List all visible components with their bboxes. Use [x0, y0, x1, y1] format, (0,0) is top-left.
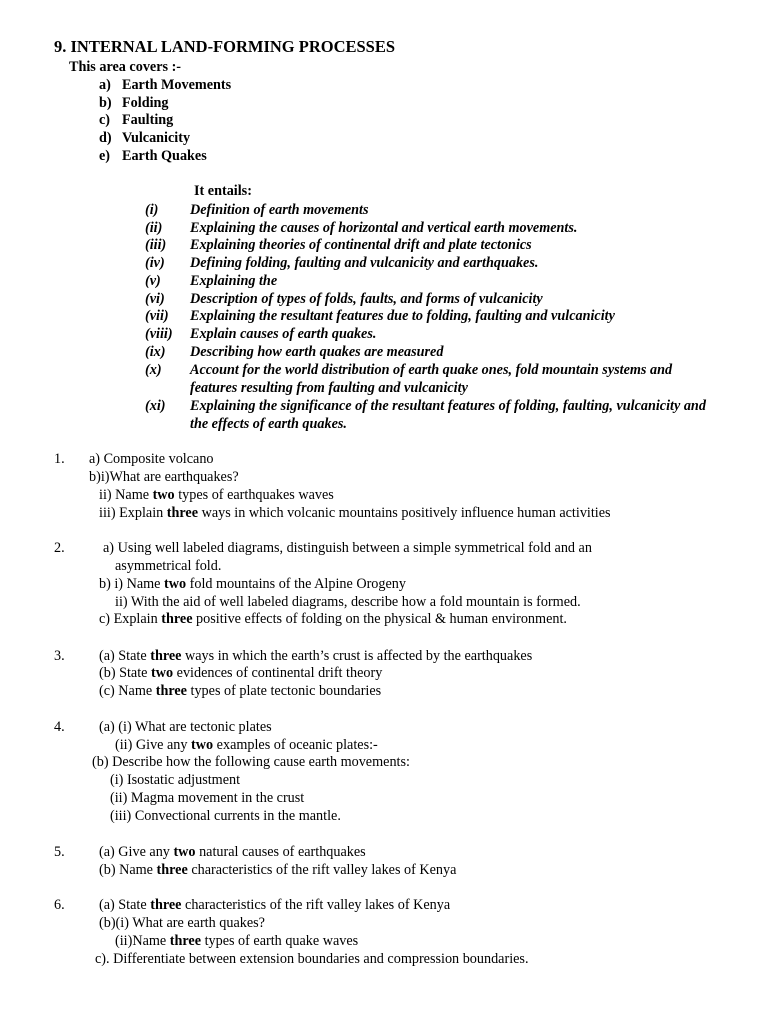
emphasis-text: two: [151, 665, 174, 681]
entails-item: Explaining the: [190, 273, 278, 289]
question-line: [110, 772, 240, 790]
question-line: [99, 683, 381, 701]
question-number: 6.: [54, 897, 65, 913]
covers-item: Vulcanicity: [122, 130, 191, 146]
question-text: (b)(i) What are earth quakes?: [99, 915, 265, 931]
question-text: ii) With the aid of well labeled diagrams, describe how a fold mountain is formed.: [115, 594, 581, 610]
question-text: characteristics of the rift valley lakes of Kenya: [187, 862, 457, 878]
question-line: [103, 540, 592, 558]
question-text: characteristics of the rift valley lakes of Kenya: [181, 897, 451, 913]
emphasis-text: two: [152, 487, 175, 503]
entails-item: Explaining theories of continental drift and plate tectonics: [190, 237, 532, 253]
question-line: [99, 648, 532, 666]
question-text: types of earth quake waves: [201, 933, 359, 949]
entails-item: Explain causes of earth quakes.: [190, 326, 377, 342]
covers-intro: This area covers :-: [69, 59, 182, 75]
question-line: [99, 844, 366, 862]
entails-marker: (iv): [145, 255, 165, 271]
question-line: [89, 469, 239, 487]
question-text: (b) State: [99, 665, 152, 681]
entails-item: Definition of earth movements: [190, 202, 369, 218]
question-text: asymmetrical fold.: [115, 558, 222, 574]
question-text: natural causes of earthquakes: [195, 844, 366, 860]
question-line: [110, 790, 304, 808]
entails-item: Defining folding, faulting and vulcanicity and earthquakes.: [190, 255, 539, 271]
covers-marker: a): [99, 77, 111, 93]
question-text: ways in which the earth’s crust is affected by the earthquakes: [181, 648, 533, 664]
emphasis-text: three: [150, 897, 182, 913]
question-text: evidences of continental drift theory: [173, 665, 383, 681]
entails-item: Description of types of folds, faults, and forms of vulcanicity: [190, 291, 543, 307]
emphasis-text: three: [156, 862, 188, 878]
question-text: (b) Describe how the following cause earth movements:: [92, 754, 410, 770]
question-text: (a) (i) What are tectonic plates: [99, 719, 272, 735]
question-line: [89, 451, 214, 469]
question-line: [99, 915, 265, 933]
covers-marker: e): [99, 148, 111, 164]
covers-marker: b): [99, 95, 112, 111]
question-number: 2.: [54, 540, 65, 556]
entails-marker: (viii): [145, 326, 173, 342]
emphasis-text: three: [150, 648, 182, 664]
page-title: 9. INTERNAL LAND-FORMING PROCESSES: [54, 37, 396, 56]
question-text: (iii) Convectional currents in the mantle.: [110, 808, 341, 824]
question-text: examples of oceanic plates:-: [213, 737, 378, 753]
question-line: [99, 719, 272, 737]
entails-marker: (ix): [145, 344, 166, 360]
question-line: [99, 862, 456, 880]
question-line: [99, 665, 382, 683]
question-line: [99, 487, 334, 505]
question-text: c) Explain: [99, 611, 162, 627]
question-text: iii) Explain: [99, 505, 167, 521]
question-line: [99, 505, 611, 523]
question-text: (ii) Give any: [115, 737, 192, 753]
question-number: 3.: [54, 648, 65, 664]
entails-item: Explaining the resultant features due to folding, faulting and vulcanicity: [190, 308, 615, 324]
question-text: (a) Give any: [99, 844, 174, 860]
question-text: c). Differentiate between extension boundaries and compression boundaries.: [95, 951, 529, 967]
question-text: ways in which volcanic mountains positively influence human activities: [198, 505, 611, 521]
entails-marker: (i): [145, 202, 159, 218]
emphasis-text: three: [161, 611, 193, 627]
covers-item: Faulting: [122, 112, 174, 128]
question-text: (a) State: [99, 897, 151, 913]
question-text: (i) Isostatic adjustment: [110, 772, 241, 788]
entails-marker: (ii): [145, 220, 163, 236]
question-line: [115, 737, 378, 755]
question-line: [115, 594, 581, 612]
emphasis-text: two: [191, 737, 214, 753]
entails-marker: (vii): [145, 308, 169, 324]
question-line: [92, 754, 410, 772]
question-text: (b) Name: [99, 862, 157, 878]
entails-marker: (vi): [145, 291, 165, 307]
covers-marker: d): [99, 130, 112, 146]
question-line: [95, 951, 529, 969]
covers-item: Folding: [122, 95, 169, 111]
question-text: (ii) Magma movement in the crust: [110, 790, 305, 806]
question-text: types of plate tectonic boundaries: [186, 683, 382, 699]
question-number: 1.: [54, 451, 65, 467]
question-text: types of earthquakes waves: [174, 487, 334, 503]
question-number: 5.: [54, 844, 65, 860]
emphasis-text: two: [164, 576, 187, 592]
question-text: b) i) Name: [99, 576, 165, 592]
question-number: 4.: [54, 719, 65, 735]
entails-item: Describing how earth quakes are measured: [190, 344, 444, 360]
covers-marker: c): [99, 112, 111, 128]
entails-item: Account for the world distribution of earth quake ones, fold mountain systems and features resulting from faulting and vulcanicity: [190, 362, 673, 396]
question-line: [99, 897, 450, 915]
question-text: a) Using well labeled diagrams, distinguish between a simple symmetrical fold and an: [103, 540, 592, 556]
entails-marker: (xi): [145, 398, 166, 414]
question-text: (ii)Name: [115, 933, 170, 949]
entails-marker: (x): [145, 362, 162, 378]
question-text: a) Composite volcano: [89, 451, 214, 467]
question-text: ii) Name: [99, 487, 153, 503]
question-line: [115, 558, 221, 576]
entails-marker: (iii): [145, 237, 167, 253]
emphasis-text: three: [155, 683, 187, 699]
question-line: [110, 808, 341, 826]
question-text: b)i)What are earthquakes?: [89, 469, 239, 485]
covers-item: Earth Movements: [122, 77, 232, 93]
entails-intro: It entails:: [194, 183, 252, 199]
entails-item: Explaining the significance of the resultant features of folding, faulting, vulcanicity and the effects of earth quakes.: [190, 398, 706, 432]
covers-item: Earth Quakes: [122, 148, 207, 164]
question-text: (a) State: [99, 648, 151, 664]
question-line: [115, 933, 358, 951]
emphasis-text: two: [173, 844, 196, 860]
question-text: fold mountains of the Alpine Orogeny: [186, 576, 406, 592]
emphasis-text: three: [166, 505, 199, 521]
entails-marker: (v): [145, 273, 161, 289]
emphasis-text: three: [169, 933, 202, 949]
question-text: (c) Name: [99, 683, 156, 699]
question-line: [99, 611, 567, 629]
question-text: positive effects of folding on the physical & human environment.: [192, 611, 567, 627]
question-line: [99, 576, 406, 594]
entails-item: Explaining the causes of horizontal and vertical earth movements.: [190, 220, 578, 236]
